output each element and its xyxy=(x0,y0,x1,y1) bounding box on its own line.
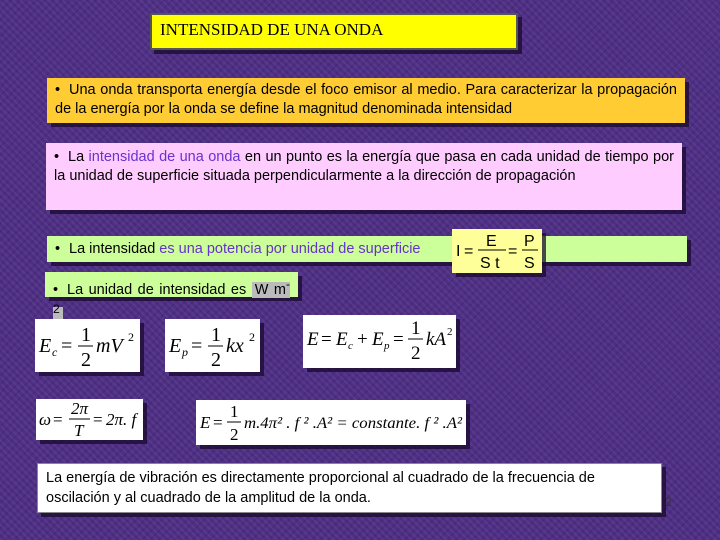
formula-rhs: m.4π² . f ² .A² = constante. f ² .A² xyxy=(244,415,464,432)
formula-equals: = xyxy=(93,410,103,429)
bullet-icon: • xyxy=(55,82,61,98)
formula-var: E xyxy=(39,335,52,357)
formula-rhs: 2π. f xyxy=(106,410,137,429)
conclusion-box: La energía de vibración es directamente proporcional al cuadrado de la frecuencia de oscilación y al cuadrado de la amplitud de la onda. xyxy=(37,463,662,513)
formula-exponent: 2 xyxy=(447,326,453,338)
formula-equals: = xyxy=(393,329,404,350)
formula-subscript: p xyxy=(182,345,188,359)
formula-lhs: I xyxy=(456,243,461,260)
formula-var: E xyxy=(372,329,384,350)
formula-exponent: 2 xyxy=(249,330,255,344)
formula-kinetic-energy xyxy=(35,319,140,372)
paragraph-intensity-power xyxy=(47,236,687,262)
formula-lhs: ω xyxy=(39,410,52,429)
formula-lhs: E xyxy=(307,329,319,350)
formula-rhs: kA xyxy=(426,329,447,350)
paragraph-text: en un punto es la energía que pasa en cada unidad de tiempo por la unidad de superficie situada perpendicularmente a la dirección de propagación xyxy=(54,149,674,184)
formula-equals: = xyxy=(508,243,518,260)
formula-denominator: 2 xyxy=(230,425,239,444)
paragraph-prefix: La intensidad xyxy=(69,241,160,257)
formula-denominator: 2 xyxy=(211,349,221,371)
formula-numerator: E xyxy=(486,233,497,250)
formula-numerator: 1 xyxy=(411,318,421,339)
slide-title: INTENSIDAD DE UNA ONDA xyxy=(150,13,518,50)
formula-numerator: 2π xyxy=(71,399,89,418)
formula-equals: = xyxy=(191,335,203,357)
formula-denominator: S xyxy=(524,255,535,272)
formula-subscript: c xyxy=(348,340,353,352)
formula-denominator: S t xyxy=(480,255,500,272)
formula-subscript: c xyxy=(52,345,58,359)
formula-exponent: 2 xyxy=(128,330,134,344)
unit-base: W m xyxy=(254,281,286,298)
formula-var: E xyxy=(336,329,348,350)
highlight-term: intensidad de una onda xyxy=(88,149,241,165)
formula-var: E xyxy=(169,335,182,357)
paragraph-energy-transport xyxy=(47,78,685,123)
formula-total-energy xyxy=(303,315,456,368)
formula-rhs: kx xyxy=(226,335,244,357)
formula-equals: = xyxy=(53,410,63,429)
bullet-icon: • xyxy=(53,281,59,298)
formula-denominator: T xyxy=(74,421,84,440)
paragraph-prefix: La xyxy=(68,149,89,165)
bullet-icon: • xyxy=(54,149,60,165)
formula-numerator: 1 xyxy=(230,402,239,421)
paragraph-intensity-unit xyxy=(45,272,298,316)
bullet-icon: • xyxy=(55,241,61,257)
paragraph-text: Una onda transporta energía desde el foco emisor al medio. Para caracterizar la propagación de la energía por la onda se define la magnitud denominada intensidad xyxy=(55,82,677,117)
unit-exponent: -2 xyxy=(53,277,290,316)
formula-angular-frequency xyxy=(36,399,143,440)
formula-intensity xyxy=(452,229,542,273)
formula-equals: = xyxy=(321,329,332,350)
formula-numerator: 1 xyxy=(81,324,91,346)
formula-plus: + xyxy=(357,329,368,350)
formula-lhs: E xyxy=(200,413,211,432)
page-number: 2 xyxy=(665,495,672,509)
paragraph-prefix: La unidad de intensidad es xyxy=(67,281,252,298)
formula-energy-frequency xyxy=(196,400,466,445)
formula-subscript: p xyxy=(384,340,390,352)
formula-equals: = xyxy=(464,243,474,260)
formula-denominator: 2 xyxy=(411,343,421,364)
formula-equals: = xyxy=(213,413,223,432)
highlight-phrase: es una potencia por unidad de superficie xyxy=(159,241,421,257)
paragraph-intensity-definition xyxy=(46,143,682,210)
formula-numerator: 1 xyxy=(211,324,221,346)
formula-potential-energy xyxy=(165,319,260,372)
formula-numerator: P xyxy=(524,233,535,250)
formula-denominator: 2 xyxy=(81,349,91,371)
formula-equals: = xyxy=(61,335,73,357)
formula-rhs: mV xyxy=(96,335,123,357)
